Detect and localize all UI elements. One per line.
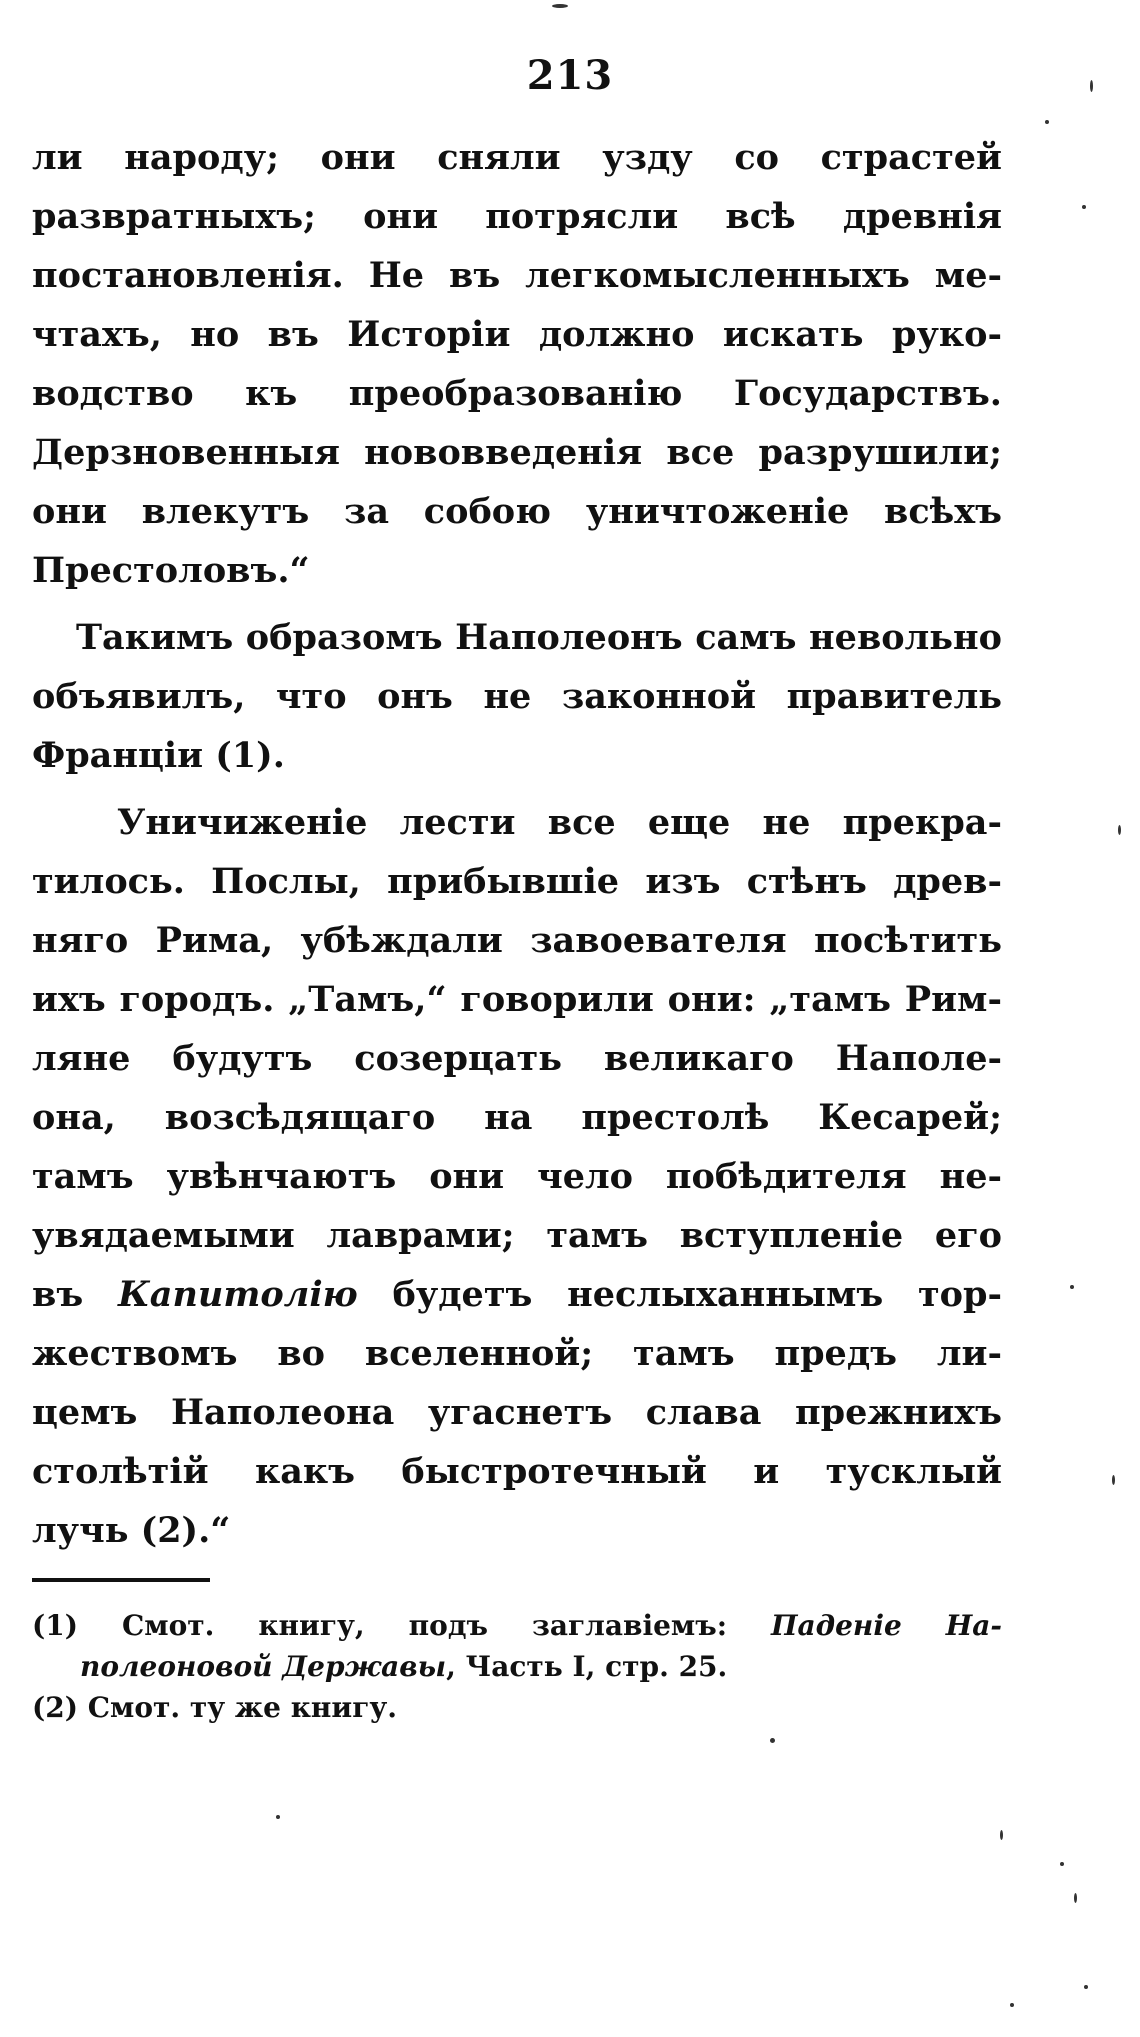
text-line: Такимъ образомъ Наполеонъ самъ невольно [76, 617, 1002, 658]
scan-speck [1010, 2003, 1014, 2007]
text-line: цемъ Наполеона угаснетъ слава прежнихъ [32, 1392, 1002, 1433]
text-line: лучь (2).“ [32, 1510, 231, 1551]
text-line: постановленія. Не въ легкомысленныхъ ме- [32, 255, 1002, 296]
paragraph-gap [32, 785, 1002, 793]
text-line: они влекутъ за собою уничтоженіе всѣхъ [32, 491, 1002, 532]
text-line: въ Капитолію будетъ неслыханнымъ тор- [32, 1274, 1002, 1315]
text-line: няго Рима, убѣждали завоевателя посѣтить [32, 920, 1002, 961]
footnotes [32, 1605, 1002, 1728]
footnote-line: полеоновой Державы, Часть I, стр. 25. [80, 1650, 728, 1683]
scan-speck [552, 4, 568, 8]
text-line: развратныхъ; они потрясли всѣ древнія [32, 196, 1002, 237]
footnote-line: (1) Смот. книгу, подъ заглавіемъ: Паденіе На- [32, 1609, 1002, 1642]
paragraph-gap [32, 600, 1002, 608]
text-line: чтахъ, но въ Исторіи должно искать руко- [32, 314, 1002, 355]
scan-speck [1090, 80, 1093, 92]
text-line: ляне будутъ созерцать великаго Наполе- [32, 1038, 1002, 1079]
text-line: тамъ увѣнчаютъ они чело побѣдителя не- [32, 1156, 1002, 1197]
footnote-line: (2) Смот. ту же книгу. [32, 1691, 398, 1724]
text-line: увядаемыми лаврами; тамъ вступленіе его [32, 1215, 1002, 1256]
text-line: она, возсѣдящаго на престолѣ Кесарей; [32, 1097, 1002, 1138]
scan-speck [1000, 1830, 1003, 1840]
text-line: тилось. Послы, прибывшіе изъ стѣнъ древ- [32, 861, 1002, 902]
scan-speck [1070, 1285, 1074, 1289]
scan-speck [1112, 1475, 1115, 1485]
scan-speck [1074, 1893, 1077, 1903]
main-text [32, 128, 1002, 1560]
text-line: столѣтій какъ быстротечный и тусклый [32, 1451, 1002, 1492]
footnote-italic-title: Паденіе На- [771, 1609, 1002, 1642]
italic-word: Капитолію [117, 1274, 358, 1315]
text-line: жествомъ во вселенной; тамъ предъ ли- [32, 1333, 1002, 1374]
footnote-divider [32, 1578, 210, 1582]
scan-speck [1118, 825, 1121, 835]
footnote-italic-title: полеоновой Державы [80, 1650, 447, 1683]
text-line: водство къ преобразованію Государствъ. [32, 373, 1002, 414]
page-number: 213 [526, 52, 614, 99]
text-line: Франціи (1). [32, 735, 285, 776]
scan-speck [1082, 205, 1086, 209]
scan-speck [1045, 120, 1049, 124]
text-line: объявилъ, что онъ не законной правитель [32, 676, 1002, 717]
scan-speck [770, 1738, 775, 1743]
text-line: Уничиженіе лести все еще не прекра- [117, 802, 1002, 843]
scan-speck [1084, 1985, 1088, 1989]
text-line: ли народу; они сняли узду со страстей [32, 137, 1002, 178]
text-line: Престоловъ.“ [32, 550, 310, 591]
text-line: Дерзновенныя нововведенія все разрушили; [32, 432, 1002, 473]
scan-speck [1060, 1862, 1064, 1866]
scan-speck [276, 1815, 280, 1819]
text-line: ихъ городъ. „Тамъ,“ говорили они: „тамъ Рим- [32, 979, 1002, 1020]
